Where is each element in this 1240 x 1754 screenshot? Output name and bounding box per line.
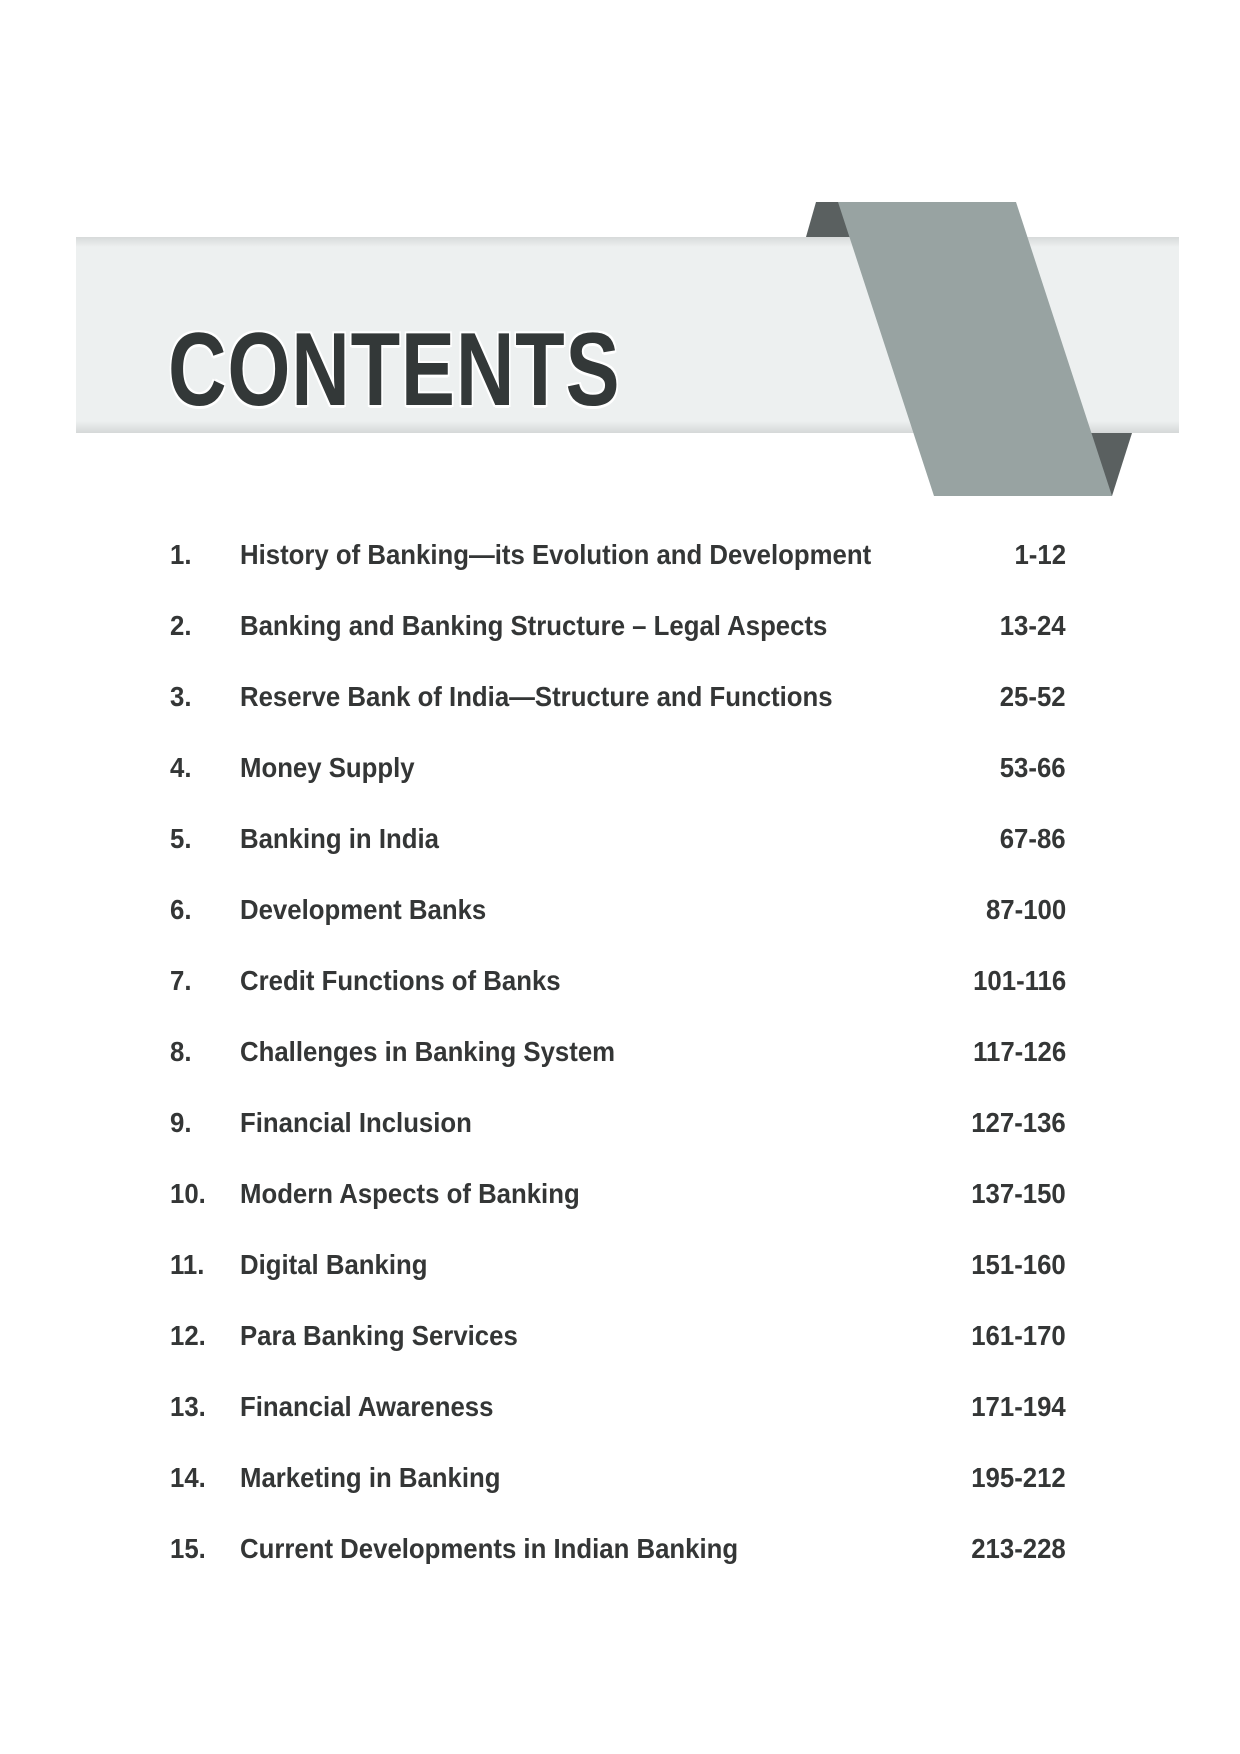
toc-entry[interactable]: [170, 1104, 1066, 1175]
toc-entry[interactable]: [170, 678, 1066, 749]
page-range: 195-212: [971, 1462, 1066, 1493]
chapter-number: 10.: [170, 1178, 206, 1209]
toc-entry[interactable]: [170, 891, 1066, 962]
chapter-title[interactable]: Development Banks: [240, 894, 487, 925]
page-range: 13-24: [1000, 610, 1066, 641]
chapter-number: 1.: [170, 539, 192, 570]
toc-entry[interactable]: [170, 1530, 1066, 1601]
page-range: 87-100: [985, 894, 1066, 925]
toc-entry[interactable]: [170, 1175, 1066, 1246]
page-range: 213-228: [971, 1533, 1066, 1564]
chapter-title[interactable]: Credit Functions of Banks: [240, 965, 561, 996]
page-range: 137-150: [971, 1178, 1066, 1209]
chapter-number: 6.: [170, 894, 192, 925]
chapter-title[interactable]: Financial Awareness: [240, 1391, 494, 1422]
chapter-number: 7.: [170, 965, 192, 996]
toc-entry[interactable]: [170, 1246, 1066, 1317]
page-range: 151-160: [971, 1249, 1066, 1280]
chapter-number: 2.: [170, 610, 192, 641]
chapter-title[interactable]: Reserve Bank of India—Structure and Functions: [240, 681, 833, 712]
toc-entry[interactable]: [170, 607, 1066, 678]
chapter-number: 9.: [170, 1107, 192, 1138]
chapter-number: 4.: [170, 752, 192, 783]
page-range: 25-52: [1000, 681, 1066, 712]
page-range: 171-194: [971, 1391, 1066, 1422]
chapter-title[interactable]: Money Supply: [240, 752, 415, 783]
chapter-number: 8.: [170, 1036, 192, 1067]
toc-entry[interactable]: [170, 536, 1066, 607]
chapter-title[interactable]: Current Developments in Indian Banking: [240, 1533, 739, 1564]
chapter-number: 13.: [170, 1391, 206, 1422]
toc-entry[interactable]: [170, 962, 1066, 1033]
chapter-title[interactable]: Challenges in Banking System: [240, 1036, 616, 1067]
chapter-number: 14.: [170, 1462, 206, 1493]
chapter-title[interactable]: Marketing in Banking: [240, 1462, 501, 1493]
chapter-title[interactable]: Banking and Banking Structure – Legal Aspects: [240, 610, 828, 641]
chapter-number: 3.: [170, 681, 192, 712]
page-range: 53-66: [1000, 752, 1066, 783]
page-range: 127-136: [971, 1107, 1066, 1138]
table-of-contents: [170, 536, 1066, 1601]
page-range: 101-116: [972, 965, 1066, 996]
page-range: 117-126: [972, 1036, 1066, 1067]
chapter-title[interactable]: Para Banking Services: [240, 1320, 518, 1351]
toc-entry[interactable]: [170, 1033, 1066, 1104]
chapter-title[interactable]: Modern Aspects of Banking: [240, 1178, 580, 1209]
ribbon-decoration: [0, 0, 1240, 520]
chapter-title[interactable]: History of Banking—its Evolution and Development: [240, 539, 872, 570]
toc-entry[interactable]: [170, 1388, 1066, 1459]
chapter-title[interactable]: Banking in India: [240, 823, 439, 854]
page-range: 1-12: [1014, 539, 1066, 570]
chapter-number: 5.: [170, 823, 192, 854]
ribbon-band: [838, 202, 1112, 496]
toc-entry[interactable]: [170, 1459, 1066, 1530]
page-range: 161-170: [971, 1320, 1066, 1351]
toc-entry[interactable]: [170, 749, 1066, 820]
page-range: 67-86: [1000, 823, 1066, 854]
page-title: CONTENTS: [168, 312, 621, 428]
chapter-number: 11.: [170, 1249, 205, 1280]
chapter-number: 15.: [170, 1533, 206, 1564]
toc-entry[interactable]: [170, 1317, 1066, 1388]
chapter-number: 12.: [170, 1320, 206, 1351]
toc-entry[interactable]: [170, 820, 1066, 891]
chapter-title[interactable]: Digital Banking: [240, 1249, 428, 1280]
chapter-title[interactable]: Financial Inclusion: [240, 1107, 472, 1138]
